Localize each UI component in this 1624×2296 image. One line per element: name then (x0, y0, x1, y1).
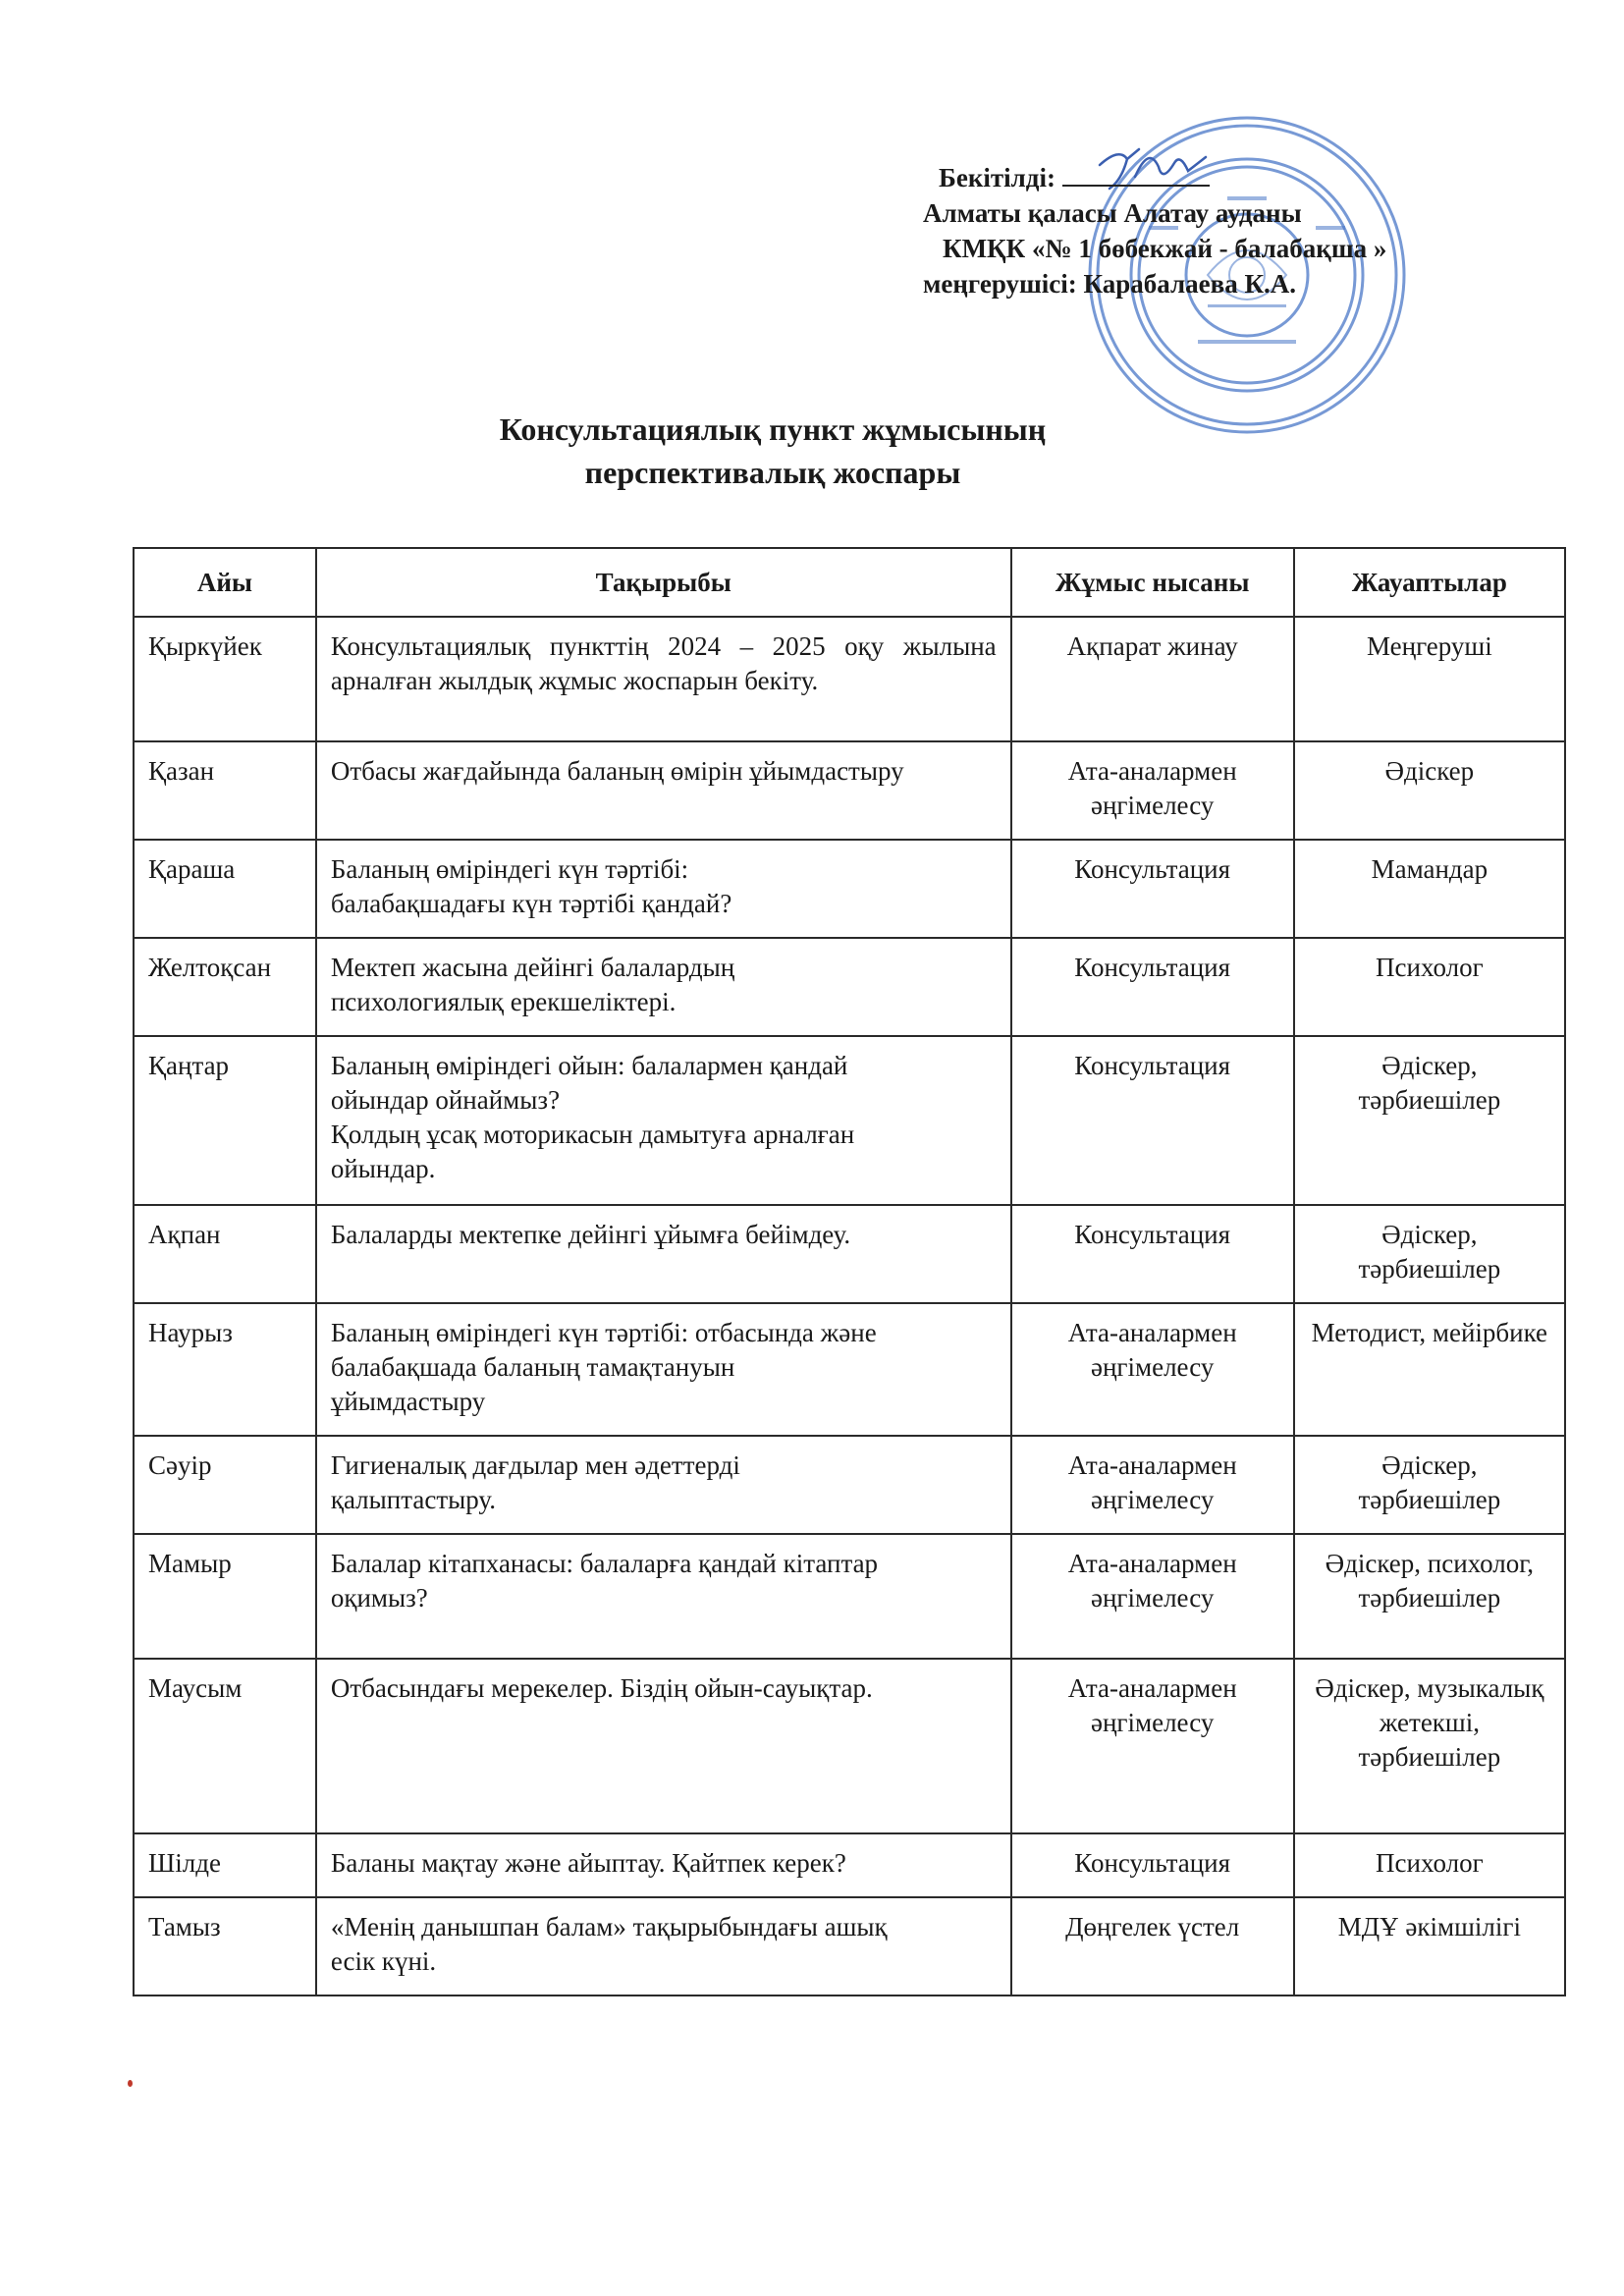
table-row (134, 617, 1565, 741)
header-month: Айы (134, 548, 316, 617)
approval-block (923, 160, 1473, 301)
cell-topic: Балаларды мектепке дейінгі ұйымға бейімдеу. (316, 1205, 1011, 1303)
title-line-1: Консультациялық пункт жұмысының (499, 411, 1047, 447)
cell-work-form: Дөңгелек үстел (1011, 1897, 1294, 1995)
header-topic: Тақырыбы (316, 548, 1011, 617)
table-row (134, 741, 1565, 840)
table-row (134, 1436, 1565, 1534)
cell-month: Желтоқсан (134, 938, 316, 1036)
cell-work-form: Консультация (1011, 840, 1294, 938)
cell-work-form: Ата-аналармен әңгімелесу (1011, 1534, 1294, 1659)
approval-director: меңгерушісі: Карабалаева К.А. (923, 269, 1297, 299)
cell-responsible: Методист, мейірбике (1294, 1303, 1565, 1436)
cell-topic: Гигиеналық дағдылар мен әдеттерді қалыптастыру. (316, 1436, 1011, 1534)
cell-topic: Консультациялық пункттің 2024 – 2025 оқу жылына арналған жылдық жұмыс жоспарын бекіту. (316, 617, 1011, 741)
cell-responsible: Психолог (1294, 938, 1565, 1036)
cell-month: Сәуір (134, 1436, 316, 1534)
approval-institution: КМҚК «№ 1 бөбекжай - балабақша » (943, 234, 1387, 263)
cell-month: Қаңтар (134, 1036, 316, 1205)
cell-responsible: Психолог (1294, 1833, 1565, 1897)
cell-responsible: Әдіскер (1294, 741, 1565, 840)
cell-responsible: Әдіскер, музыкалық жетекші, тәрбиешілер (1294, 1659, 1565, 1833)
cell-work-form: Ақпарат жинау (1011, 617, 1294, 741)
cell-month: Мамыр (134, 1534, 316, 1659)
cell-topic: Баланы мақтау және айыптау. Қайтпек керек? (316, 1833, 1011, 1897)
table-body (134, 617, 1565, 1995)
cell-work-form: Консультация (1011, 938, 1294, 1036)
table-header-row (134, 548, 1565, 617)
cell-responsible: Әдіскер, тәрбиешілер (1294, 1436, 1565, 1534)
header-form: Жұмыс нысаны (1011, 548, 1294, 617)
cell-topic: Отбасы жағдайында баланың өмірін ұйымдастыру (316, 741, 1011, 840)
cell-responsible: Әдіскер, тәрбиешілер (1294, 1205, 1565, 1303)
approval-district: Алматы қаласы Алатау ауданы (923, 198, 1302, 228)
ink-dot (128, 2080, 133, 2087)
cell-topic: Баланың өміріндегі ойын: балалармен қандай ойындар ойнаймыз? Қолдың ұсақ моторикасын дамытуға арналған ойындар. (316, 1036, 1011, 1205)
cell-topic: Мектеп жасына дейінгі балалардың психологиялық ерекшеліктері. (316, 938, 1011, 1036)
signature-line (1062, 163, 1210, 187)
table-row (134, 840, 1565, 938)
cell-month: Қыркүйек (134, 617, 316, 741)
table-row (134, 1036, 1565, 1205)
cell-month: Шілде (134, 1833, 316, 1897)
cell-responsible: МДҰ әкімшілігі (1294, 1897, 1565, 1995)
cell-topic: Баланың өміріндегі күн тәртібі: балабақшадағы күн тәртібі қандай? (316, 840, 1011, 938)
table-row (134, 1303, 1565, 1436)
title-line-2: перспективалық жоспары (584, 455, 961, 490)
cell-work-form: Консультация (1011, 1205, 1294, 1303)
approval-label: Бекітілді: (939, 163, 1056, 192)
table-row (134, 938, 1565, 1036)
plan-table (133, 547, 1566, 1996)
table-row (134, 1534, 1565, 1659)
cell-responsible: Әдіскер, тәрбиешілер (1294, 1036, 1565, 1205)
table-row (134, 1833, 1565, 1897)
cell-responsible: Меңгеруші (1294, 617, 1565, 741)
cell-month: Тамыз (134, 1897, 316, 1995)
cell-work-form: Ата-аналармен әңгімелесу (1011, 1436, 1294, 1534)
approval-label-line (923, 160, 1473, 195)
cell-work-form: Ата-аналармен әңгімелесу (1011, 1659, 1294, 1833)
table-row (134, 1205, 1565, 1303)
cell-month: Ақпан (134, 1205, 316, 1303)
cell-month: Маусым (134, 1659, 316, 1833)
cell-responsible: Әдіскер, психолог, тәрбиешілер (1294, 1534, 1565, 1659)
cell-month: Наурыз (134, 1303, 316, 1436)
cell-topic: Баланың өміріндегі күн тәртібі: отбасында және балабақшада баланың тамақтануын ұйымдастыру (316, 1303, 1011, 1436)
cell-month: Қазан (134, 741, 316, 840)
cell-work-form: Консультация (1011, 1833, 1294, 1897)
cell-month: Қараша (134, 840, 316, 938)
cell-work-form: Ата-аналармен әңгімелесу (1011, 1303, 1294, 1436)
cell-responsible: Мамандар (1294, 840, 1565, 938)
table-row (134, 1659, 1565, 1833)
table-row (134, 1897, 1565, 1995)
header-responsible: Жауаптылар (1294, 548, 1565, 617)
document-title (0, 408, 1624, 494)
cell-topic: Балалар кітапханасы: балаларға қандай кітаптар оқимыз? (316, 1534, 1011, 1659)
cell-work-form: Ата-аналармен әңгімелесу (1011, 741, 1294, 840)
cell-work-form: Консультация (1011, 1036, 1294, 1205)
cell-topic: Отбасындағы мерекелер. Біздің ойын-сауықтар. (316, 1659, 1011, 1833)
cell-topic: «Менің данышпан балам» тақырыбындағы ашық есік күні. (316, 1897, 1011, 1995)
